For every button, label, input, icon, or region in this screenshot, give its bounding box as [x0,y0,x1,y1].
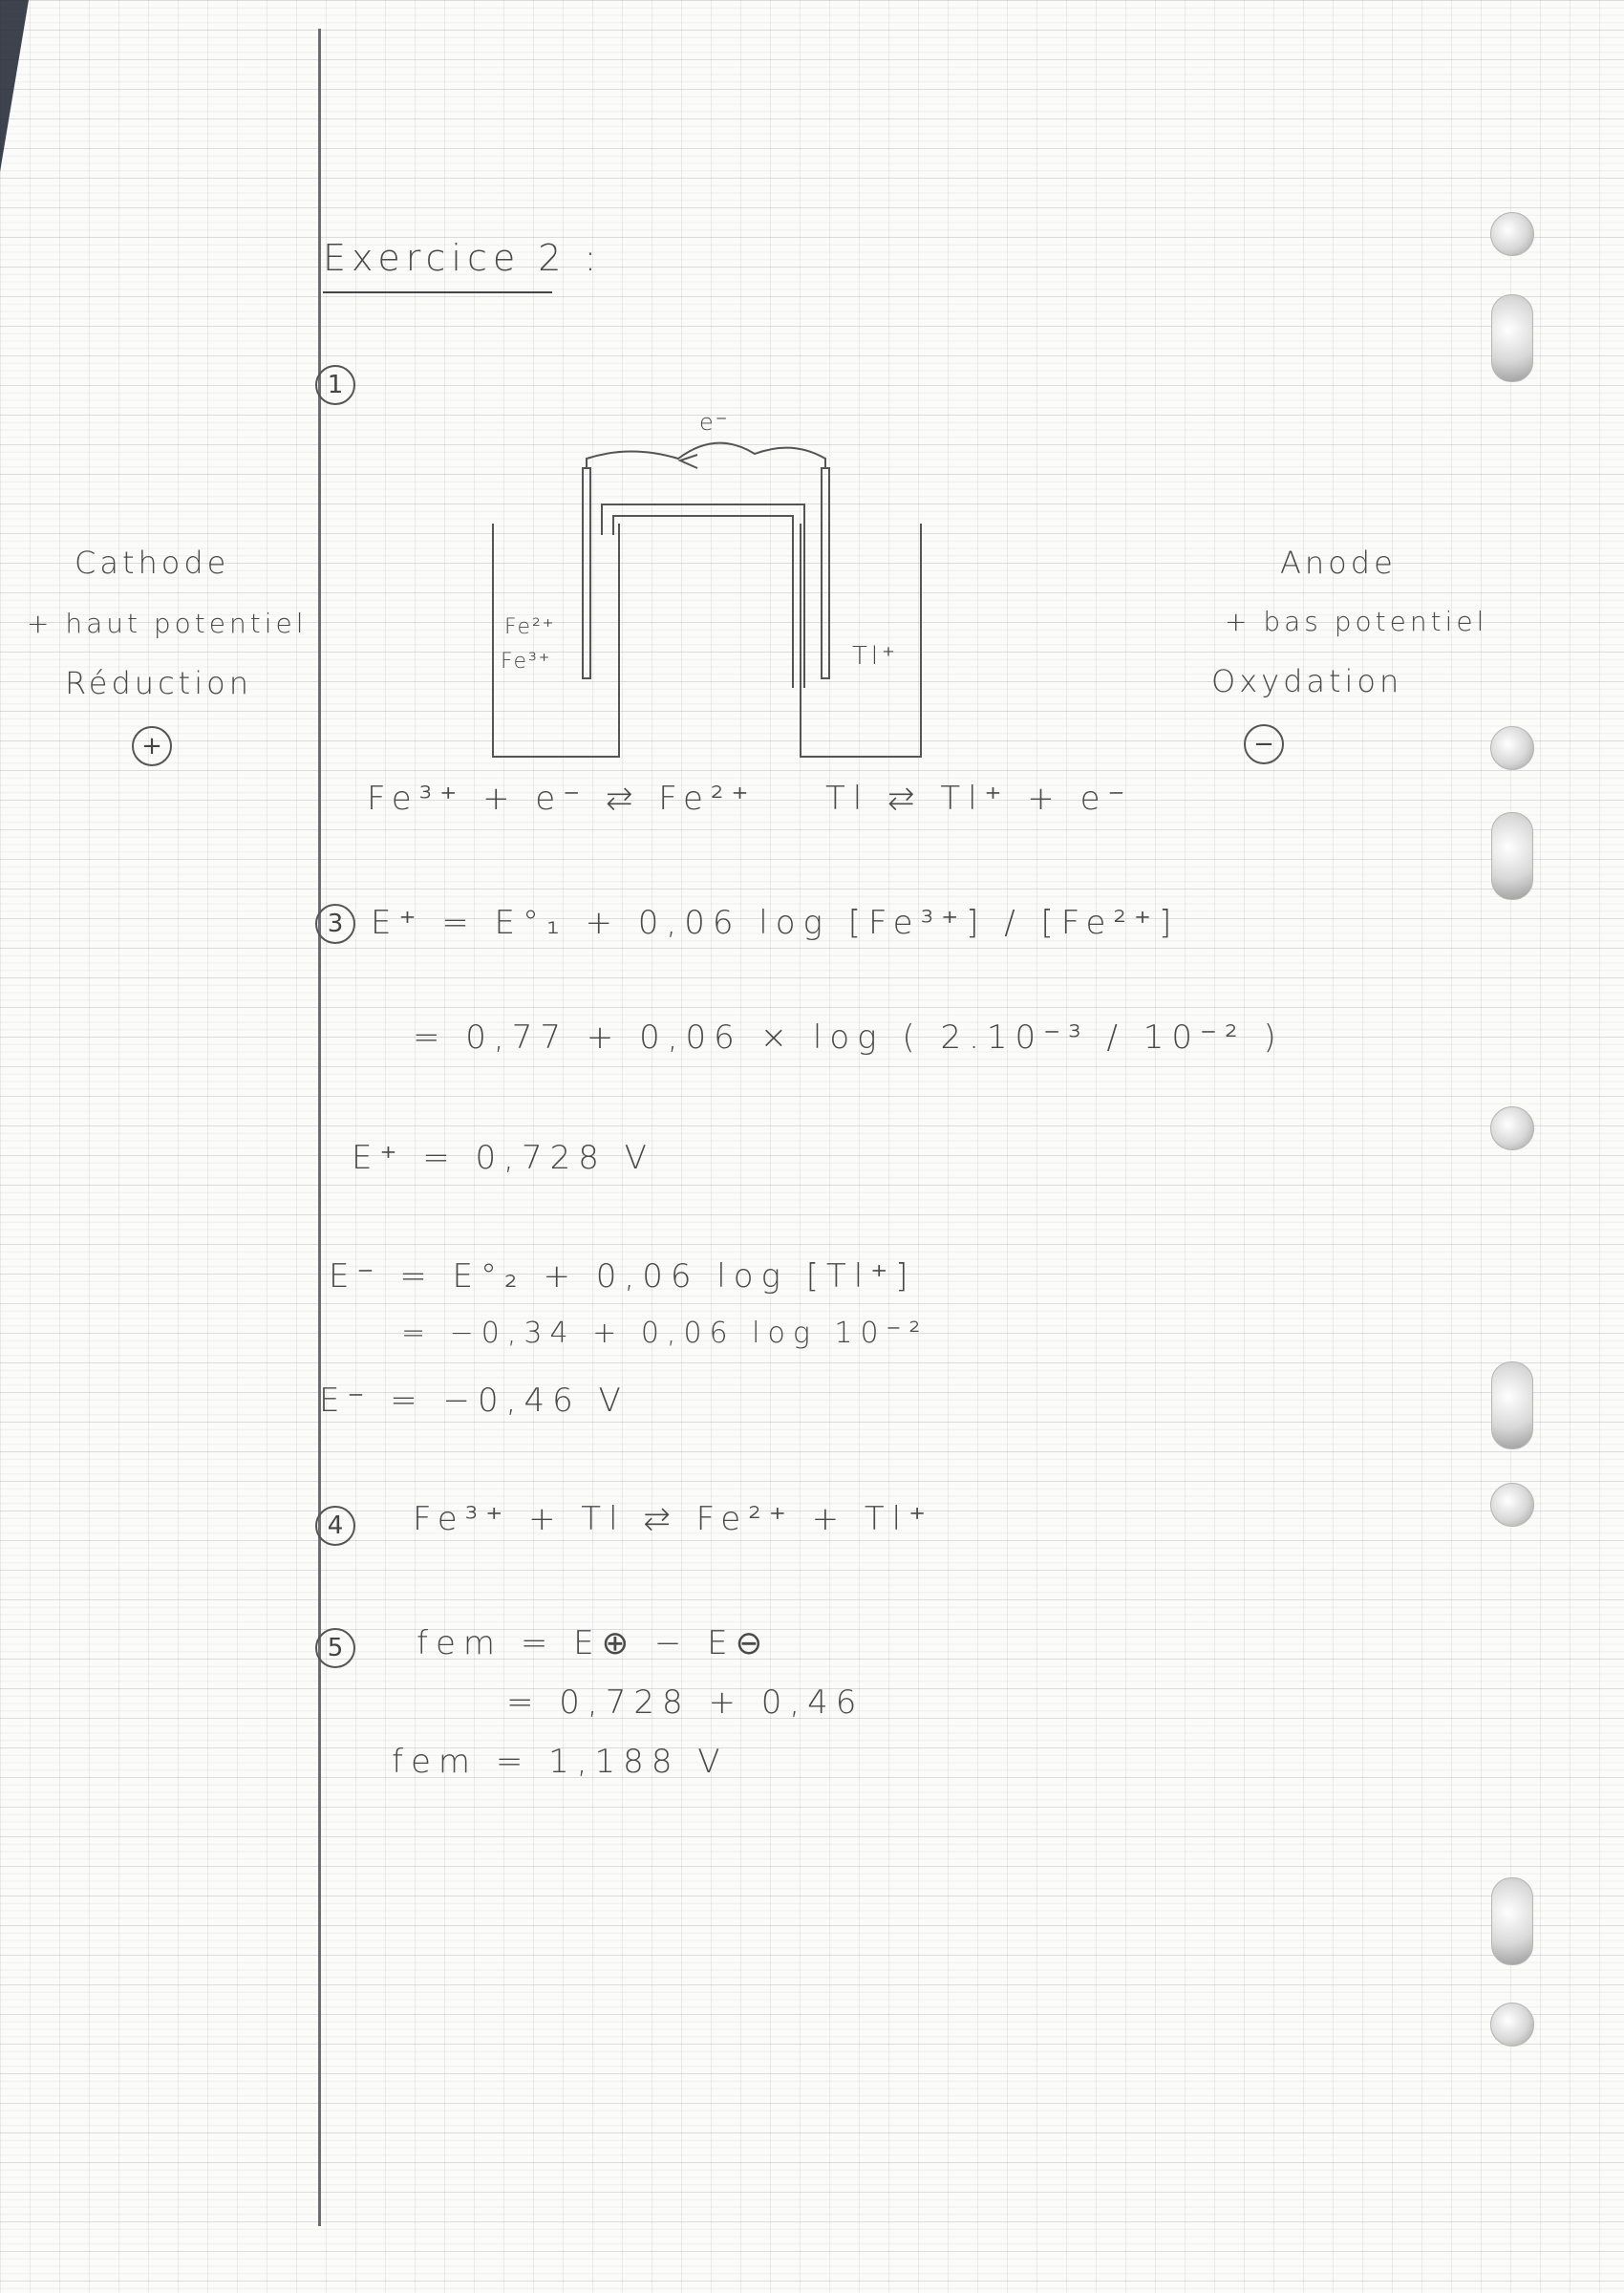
q5-fem-substitution: = 0,728 + 0,46 [506,1683,865,1722]
q3-anode-substitution: = −0,34 + 0,06 log 10⁻² [401,1317,929,1350]
fe-electrode [583,468,590,678]
cathode-process: Réduction [65,665,252,701]
margin-line [318,29,321,2226]
tl-electrode [822,468,829,678]
anode-label: Anode [1280,545,1397,581]
question-3-marker: 3 [315,904,355,944]
binder-hole [1491,1877,1533,1965]
question-4-marker: 4 [315,1506,355,1546]
binder-hole [1491,294,1533,382]
anode-process: Oxydation [1211,663,1403,699]
q5-fem-result: fem = 1,188 V [392,1743,728,1781]
cathode-sign: + [132,726,172,766]
q3-cathode-result: E⁺ = 0,728 V [352,1139,654,1177]
electron-arrow [680,455,697,468]
q4-global-equation: Fe³⁺ + Tl ⇄ Fe²⁺ + Tl⁺ [413,1500,934,1538]
exercise-title: Exercice 2 : [323,237,603,279]
q5-fem-definition: fem = E⊕ − E⊖ [417,1624,771,1662]
right-beaker [801,524,921,757]
q3-cathode-substitution: = 0,77 + 0,06 × log ( 2.10⁻³ / 10⁻² ) [413,1018,1284,1057]
cathode-half-reaction: Fe³⁺ + e⁻ ⇄ Fe²⁺ [367,780,757,818]
binder-hole [1490,1106,1534,1150]
anode-sign: − [1244,724,1284,764]
binder-hole [1490,212,1534,256]
q3-nernst-cathode: E⁺ = E°₁ + 0,06 log [Fe³⁺] / [Fe²⁺] [371,904,1180,942]
binder-hole [1491,812,1533,900]
cathode-label: Cathode [75,545,230,581]
question-5-marker: 5 [315,1628,355,1668]
external-wire [587,443,825,468]
title-underline [323,291,552,293]
cathode-potential: + haut potentiel [27,608,308,639]
question-1-marker: 1 [315,365,355,405]
electron-label: e⁻ [699,409,730,436]
binder-hole [1490,1483,1534,1527]
left-species-fe2: Fe²⁺ [504,615,556,639]
binder-hole [1490,2003,1534,2047]
anode-half-reaction: Tl ⇄ Tl⁺ + e⁻ [825,780,1133,818]
binder-hole [1490,726,1534,770]
left-beaker [493,524,619,757]
anode-potential: + bas potentiel [1225,606,1488,637]
q3-nernst-anode: E⁻ = E°₂ + 0,06 log [Tl⁺] [329,1257,916,1296]
electrochemical-cell-diagram [468,401,946,764]
binder-hole [1491,1361,1533,1449]
right-species-tl: Tl⁺ [852,642,899,671]
left-species-fe3: Fe³⁺ [501,650,552,674]
q3-anode-result: E⁻ = −0,46 V [319,1382,629,1420]
salt-bridge [602,504,804,688]
scan-corner-shadow [0,0,29,172]
